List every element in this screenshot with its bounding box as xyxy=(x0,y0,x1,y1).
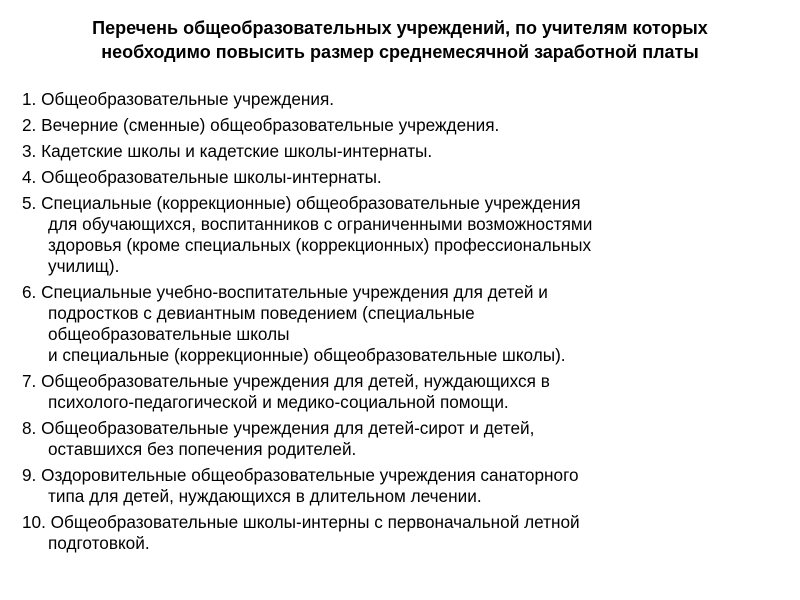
list-item-text: оставшихся без попечения родителей. xyxy=(48,439,357,459)
list-item xyxy=(22,418,782,460)
list-item-text: типа для детей, нуждающихся в длительном лечении. xyxy=(48,486,482,506)
title-line: Перечень общеобразовательных учреждений, по учителям которых xyxy=(92,18,708,38)
institutions-list xyxy=(22,89,782,559)
list-item xyxy=(22,141,782,162)
list-item-text: 6. Специальные учебно-воспитательные учреждения для детей и xyxy=(22,282,548,302)
list-item-text: для обучающихся, воспитанников с ограниченными возможностями xyxy=(48,214,593,234)
list-item xyxy=(22,167,782,188)
list-item xyxy=(22,371,782,413)
list-item xyxy=(22,115,782,136)
list-item-text: и специальные (коррекционные) общеобразовательные школы). xyxy=(48,345,566,365)
list-item-text: 8. Общеобразовательные учреждения для детей-сирот и детей, xyxy=(22,418,535,438)
list-item-text: здоровья (кроме специальных (коррекционных) профессиональных xyxy=(48,235,592,255)
list-item-text: 7. Общеобразовательные учреждения для детей, нуждающихся в xyxy=(22,371,550,391)
list-item-text: подготовкой. xyxy=(48,533,150,553)
list-item-text: общеобразовательные школы xyxy=(48,324,290,344)
list-item-text: 4. Общеобразовательные школы-интернаты. xyxy=(22,167,382,187)
list-item xyxy=(22,89,782,110)
list-item-text: училищ). xyxy=(48,256,120,276)
page-title xyxy=(20,16,780,64)
list-item-text: 3. Кадетские школы и кадетские школы-интернаты. xyxy=(22,141,433,161)
list-item xyxy=(22,465,782,507)
list-item xyxy=(22,282,782,366)
list-item-text: 1. Общеобразовательные учреждения. xyxy=(22,89,335,109)
list-item-text: 9. Оздоровительные общеобразовательные учреждения санаторного xyxy=(22,465,579,485)
list-item-text: 10. Общеобразовательные школы-интерны с первоначальной летной xyxy=(22,512,580,532)
title-line: необходимо повысить размер среднемесячной заработной платы xyxy=(101,42,699,62)
list-item xyxy=(22,193,782,277)
list-item-text: психолого-педагогической и медико-социальной помощи. xyxy=(48,392,509,412)
list-item xyxy=(22,512,782,554)
list-item-text: 2. Вечерние (сменные) общеобразовательные учреждения. xyxy=(22,115,500,135)
list-item-text: 5. Специальные (коррекционные) общеобразовательные учреждения xyxy=(22,193,581,213)
list-item-text: подростков с девиантным поведением (специальные xyxy=(48,303,475,323)
